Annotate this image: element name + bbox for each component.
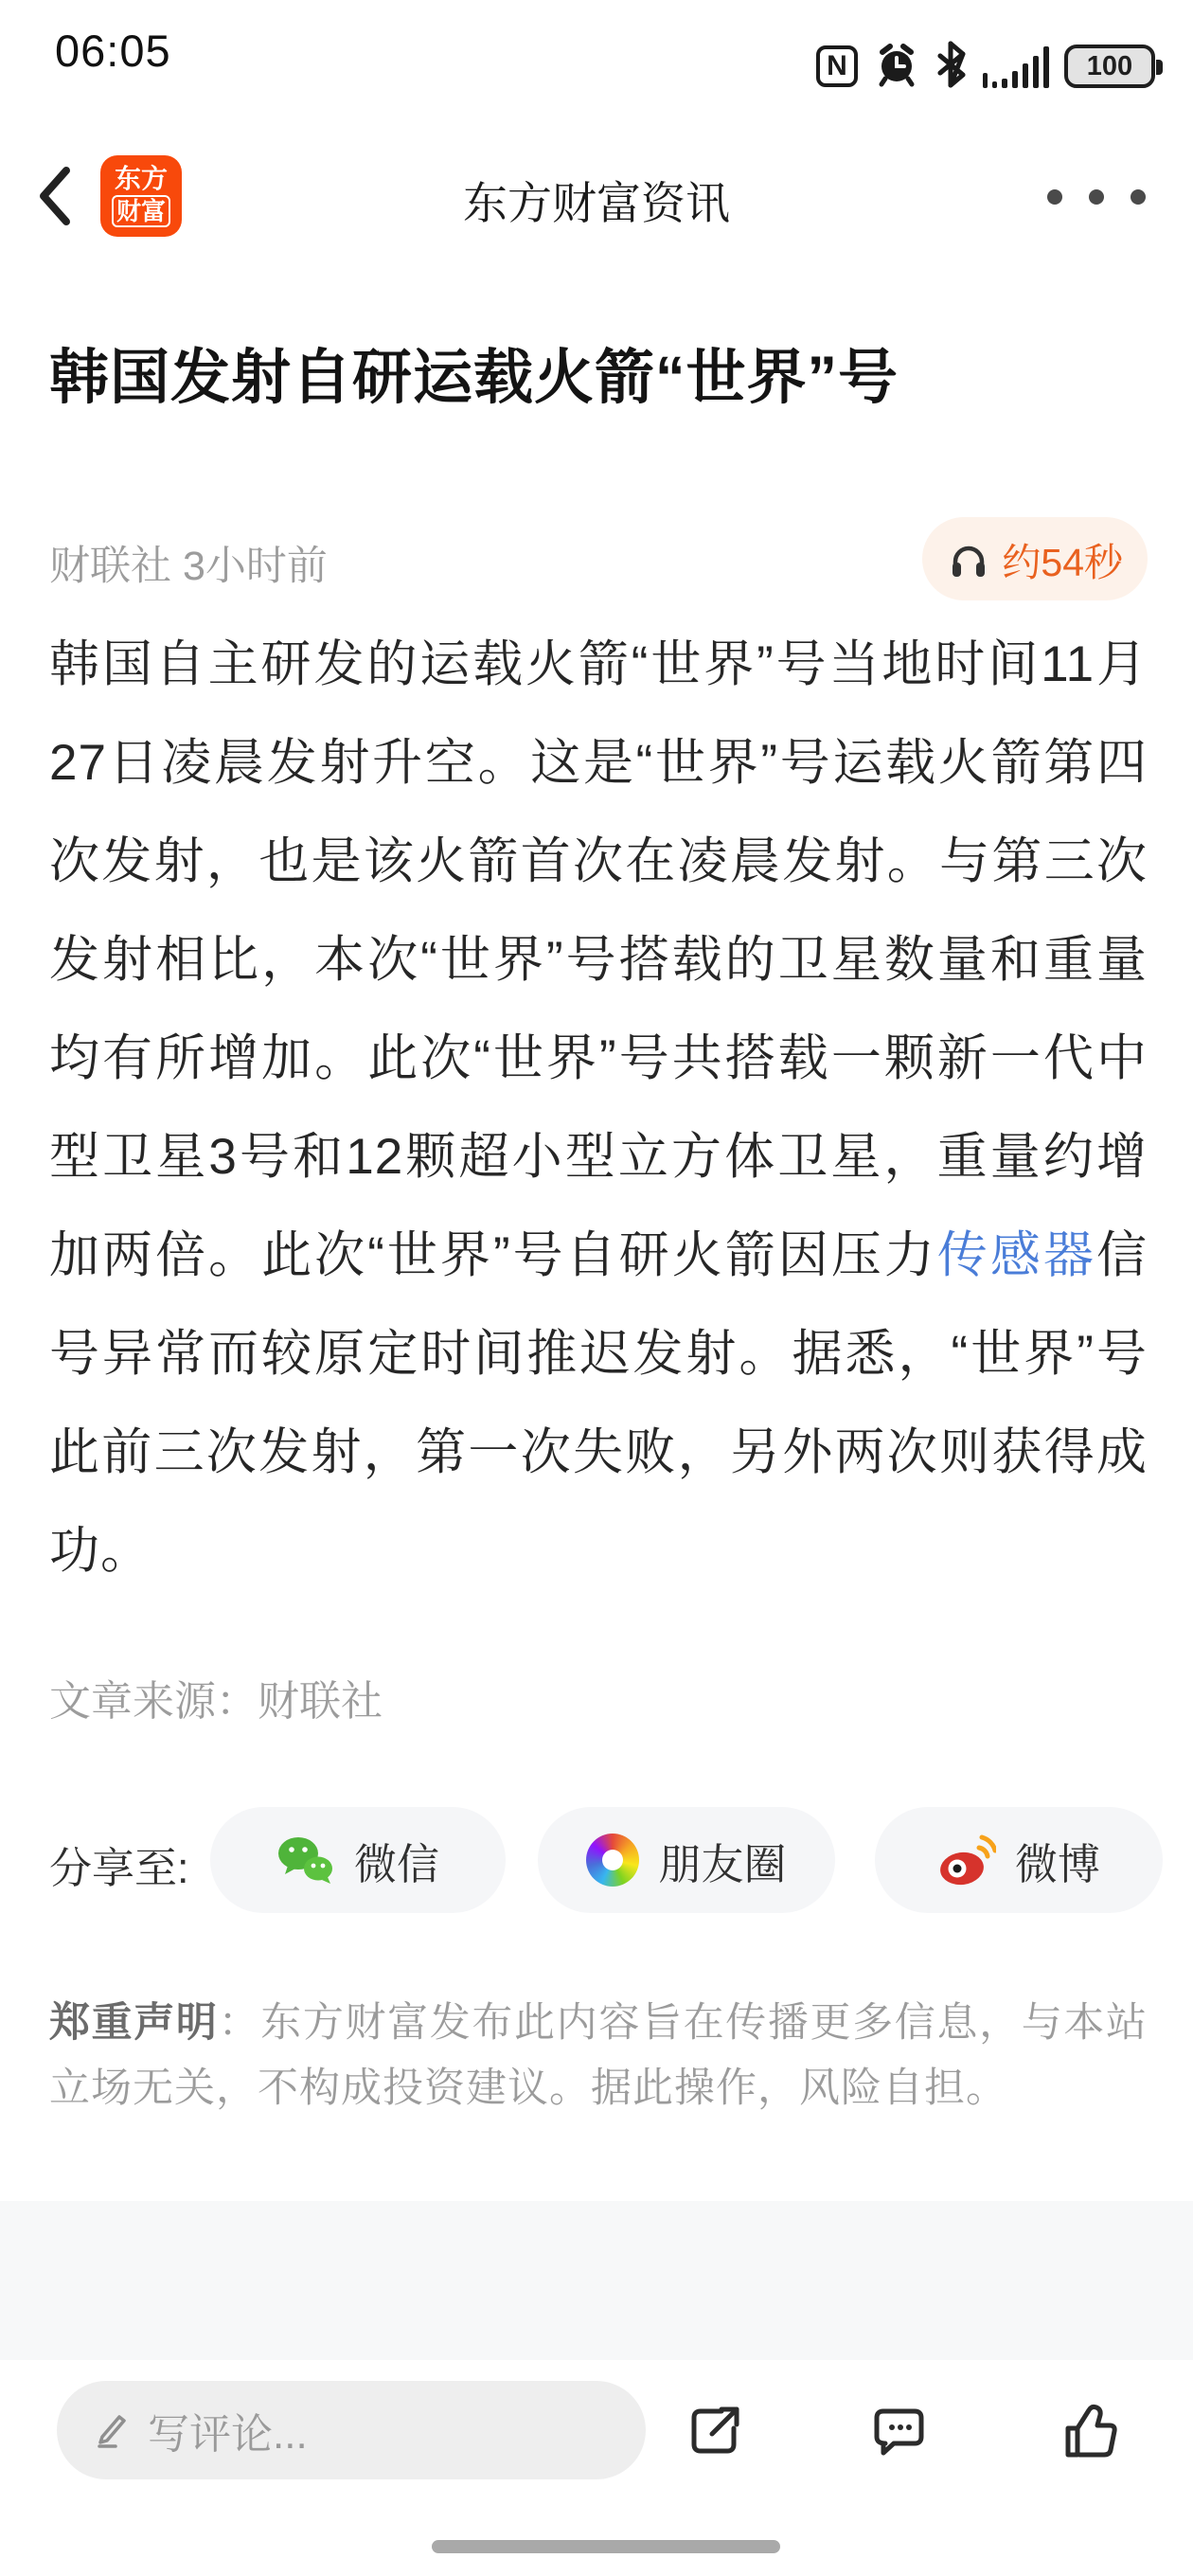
article-origin: 文章来源：财联社 [49,1678,383,1725]
share-wechat-button[interactable] [210,1807,506,1913]
logo-text-top: 东方 [114,163,168,193]
share-weibo-button[interactable] [875,1807,1163,1913]
status-bar [0,0,1193,123]
thumbs-up-icon [1059,2400,1121,2462]
export-icon [684,2400,746,2462]
disclaimer [49,1991,1148,2121]
sensor-keyword-link[interactable]: 传感器 [936,1227,1096,1283]
comment-input[interactable] [57,2381,646,2479]
nfc-icon: N [816,45,858,87]
bluetooth-icon [935,40,968,94]
share-section [0,1805,1193,1915]
disclaimer-text: ：东方财富发布此内容旨在传播更多信息，与本站立场无关，不构成投资建议。据此操作，风险自担。 [49,2000,1148,2111]
share-moments-button[interactable] [538,1807,835,1913]
ellipsis-icon [1047,189,1062,205]
disclaimer-bold: 郑重声明 [49,2000,219,2046]
page-title: 东方财富资讯 [463,178,730,228]
headphones-icon [947,537,990,581]
share-button[interactable] [684,2400,746,2462]
comment-bubble-icon [869,2400,932,2462]
signal-icon [983,45,1049,88]
clock-text: 06:05 [55,26,171,76]
body-text-before: 韩国自主研发的运载火箭“世界”号当地时间11月27日凌晨发射升空。这是“世界”号运载火箭第四次发射，也是该火箭首次在凌晨发射。与第三次发射相比，本次“世界”号搭载的卫星数量和重量均有所增加。此次“世界”号共搭载一颗新一代中型卫星3号和12颗超小型立方体卫星，重量约增加两倍。此次“世界”号自研火箭因压力 [49,636,1148,1283]
moments-icon [586,1834,639,1887]
listen-audio-button[interactable] [922,517,1148,600]
share-wechat-label: 微信 [353,1839,439,1888]
alarm-icon [873,41,920,93]
share-weibo-label: 微博 [1014,1839,1100,1888]
share-moments-label: 朋友圈 [658,1839,787,1888]
more-options-button[interactable] [1047,189,1146,205]
home-indicator[interactable] [432,2540,780,2553]
comments-button[interactable] [869,2400,932,2462]
audio-duration-text: 约54秒 [1002,540,1123,584]
like-button[interactable] [1059,2400,1121,2462]
footer-spacer [0,2201,1193,2360]
share-label: 分享至: [49,1844,189,1892]
battery-indicator: 100 [1064,45,1155,88]
article-body [49,616,1148,1601]
wechat-icon [276,1834,335,1886]
pencil-icon [93,2410,133,2450]
status-icons [816,40,1155,93]
comment-placeholder: 写评论... [148,2411,308,2458]
body-text-after: 信号异常而较原定时间推迟发射。据悉，“世界”号此前三次发射，第一次失败，另外两次则获得成功。 [49,1227,1148,1579]
title-bar [0,142,1193,256]
byline-row [49,517,1148,602]
weibo-icon [937,1833,996,1887]
article-title: 韩国发射自研运载火箭“世界”号 [49,345,899,411]
logo-text-bottom: 财富 [112,195,170,227]
article-source-and-time: 财联社 3小时前 [49,544,328,589]
